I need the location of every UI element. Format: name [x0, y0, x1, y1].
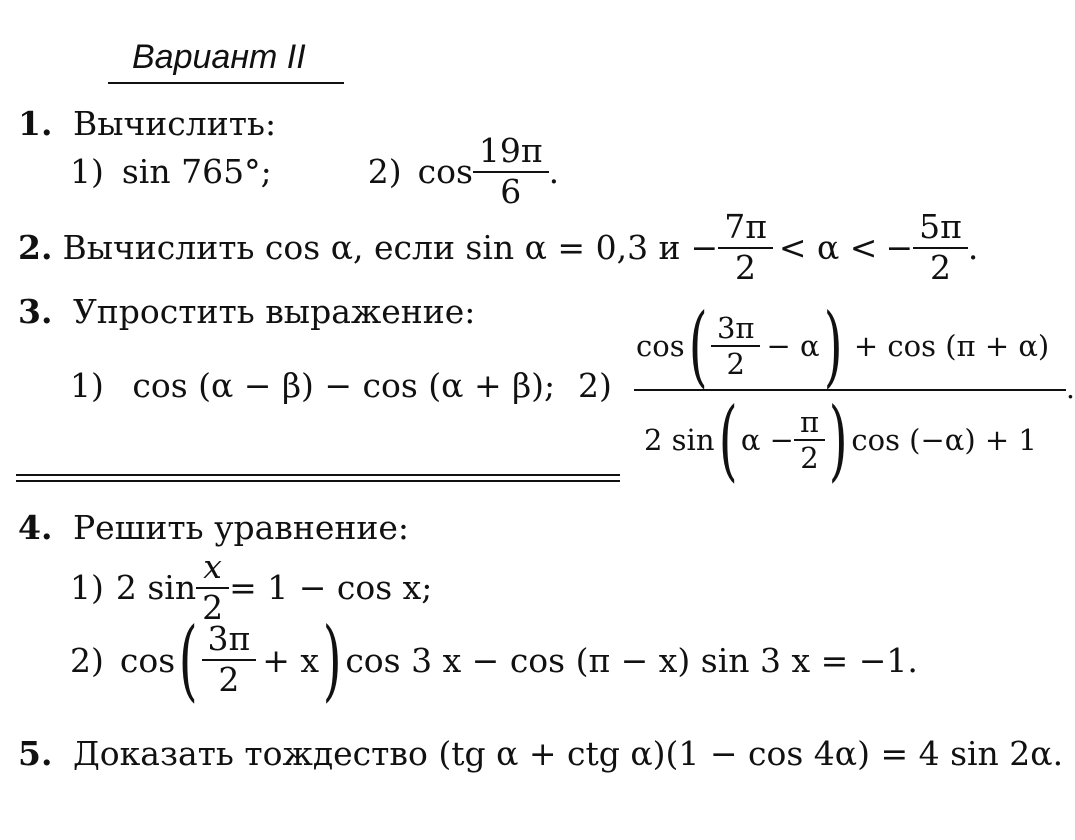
problem-3-heading	[18, 292, 475, 331]
problem-4-part-b-rest: cos 3 x − cos (π − x) sin 3 x = −1.	[345, 640, 918, 680]
problem-5	[18, 734, 1063, 773]
left-paren: (	[178, 608, 198, 711]
problem-3-bottom-fraction-den: 2	[794, 439, 825, 473]
problem-2-number: 2.	[18, 228, 53, 268]
problem-3-bottom-fraction-num: π	[799, 404, 820, 439]
problem-3-big-fraction-denominator	[644, 388, 1037, 491]
problem-4-part-a	[70, 547, 433, 627]
right-paren: )	[828, 388, 848, 491]
problem-2-fraction-1-den: 2	[718, 247, 773, 286]
problem-3-part-b-label: 2)	[578, 366, 612, 405]
problem-1-period: .	[548, 152, 560, 192]
problem-2-text: Вычислить cos α, если sin α = 0,3 и	[62, 228, 681, 268]
problem-2-minus-2: −	[885, 228, 914, 268]
section-divider	[16, 474, 620, 482]
problem-1-fraction-num: 19π	[478, 131, 543, 170]
problem-2-inequality: < α <	[778, 228, 878, 268]
problem-4-part-a-label: 1)	[70, 568, 104, 608]
problem-4-part-b-fraction-num: 3π	[207, 619, 251, 659]
problem-4-text: Решить уравнение:	[72, 508, 410, 547]
problem-4-part-b-label: 2)	[70, 640, 104, 680]
problem-3-part-a-label: 1)	[70, 366, 104, 405]
problem-2-fraction-2-num: 5π	[919, 207, 962, 246]
problem-1-part-b-label: 2)	[367, 152, 402, 192]
problem-3-text: Упростить выражение:	[72, 292, 476, 331]
problem-1-fraction-den: 6	[473, 171, 549, 210]
problem-3-top-fraction-den: 2	[711, 345, 761, 379]
problem-4-part-a-rest: = 1 − cos x;	[229, 568, 433, 608]
problem-4-part-b-cos: cos	[119, 640, 176, 680]
problem-2-fraction-1-num: 7π	[724, 207, 767, 246]
problem-4-part-a-fraction-den: 2	[196, 587, 229, 626]
problem-2	[18, 207, 979, 287]
problem-4-part-a-fraction	[199, 547, 226, 627]
problem-1-part-a-expr: sin 765°;	[121, 152, 272, 192]
right-paren: )	[823, 294, 843, 397]
variant-title: Вариант II	[132, 38, 306, 76]
problem-2-fraction-2	[916, 207, 965, 287]
problem-3-bottom-rest: cos (−α) + 1	[851, 423, 1037, 457]
problem-1-part-b-cos: cos	[417, 152, 473, 192]
problem-3-top-cos: cos	[636, 329, 685, 363]
problem-4-part-a-sin: 2 sin	[115, 568, 197, 608]
problem-2-fraction-2-den: 2	[913, 247, 968, 286]
problem-2-fraction-1	[721, 207, 770, 287]
problem-5-number: 5.	[18, 734, 53, 773]
problem-3-period: .	[1066, 372, 1075, 405]
problem-3-top-fraction-num: 3π	[716, 310, 755, 345]
problem-4-part-b	[70, 608, 918, 711]
problem-3-part-a	[70, 366, 555, 405]
problem-3-top-fraction	[714, 310, 758, 381]
problem-5-text: Доказать тождество (tg α + ctg α)(1 − cos 4α) = 4 sin 2α.	[72, 734, 1064, 773]
problem-2-minus-1: −	[690, 228, 719, 268]
problem-1-parts	[70, 131, 560, 211]
problem-3-part-a-expr: cos (α − β) − cos (α + β);	[132, 366, 556, 405]
problem-1-text: Вычислить:	[72, 104, 277, 143]
problem-3-big-fraction-numerator	[636, 294, 1050, 397]
left-paren: (	[718, 388, 738, 491]
problem-3-top-minus-alpha: − α	[766, 329, 820, 363]
right-paren: )	[322, 608, 342, 711]
problem-1-number: 1.	[18, 104, 53, 143]
problem-2-period: .	[967, 228, 979, 268]
problem-3-top-rest: + cos (π + α)	[853, 329, 1050, 363]
problem-3-bottom-alpha: α −	[740, 423, 794, 457]
problem-3-bottom-fraction	[797, 404, 822, 475]
problem-3-number: 3.	[18, 292, 53, 331]
problem-4-part-b-plus-x: + x	[262, 640, 319, 680]
problem-4-part-a-fraction-num: x	[203, 547, 222, 586]
problem-1-part-a-label: 1)	[70, 152, 104, 192]
problem-1-fraction	[476, 131, 546, 211]
title-underline	[108, 82, 344, 84]
problem-3-big-fraction-bar	[634, 389, 1066, 391]
problem-4-part-b-fraction-den: 2	[202, 659, 257, 698]
problem-4-number: 4.	[18, 508, 53, 547]
problem-3-bottom-sin: 2 sin	[644, 423, 715, 457]
problem-4-part-b-fraction	[205, 619, 254, 699]
problem-4-heading	[18, 508, 409, 547]
left-paren: (	[688, 294, 708, 397]
